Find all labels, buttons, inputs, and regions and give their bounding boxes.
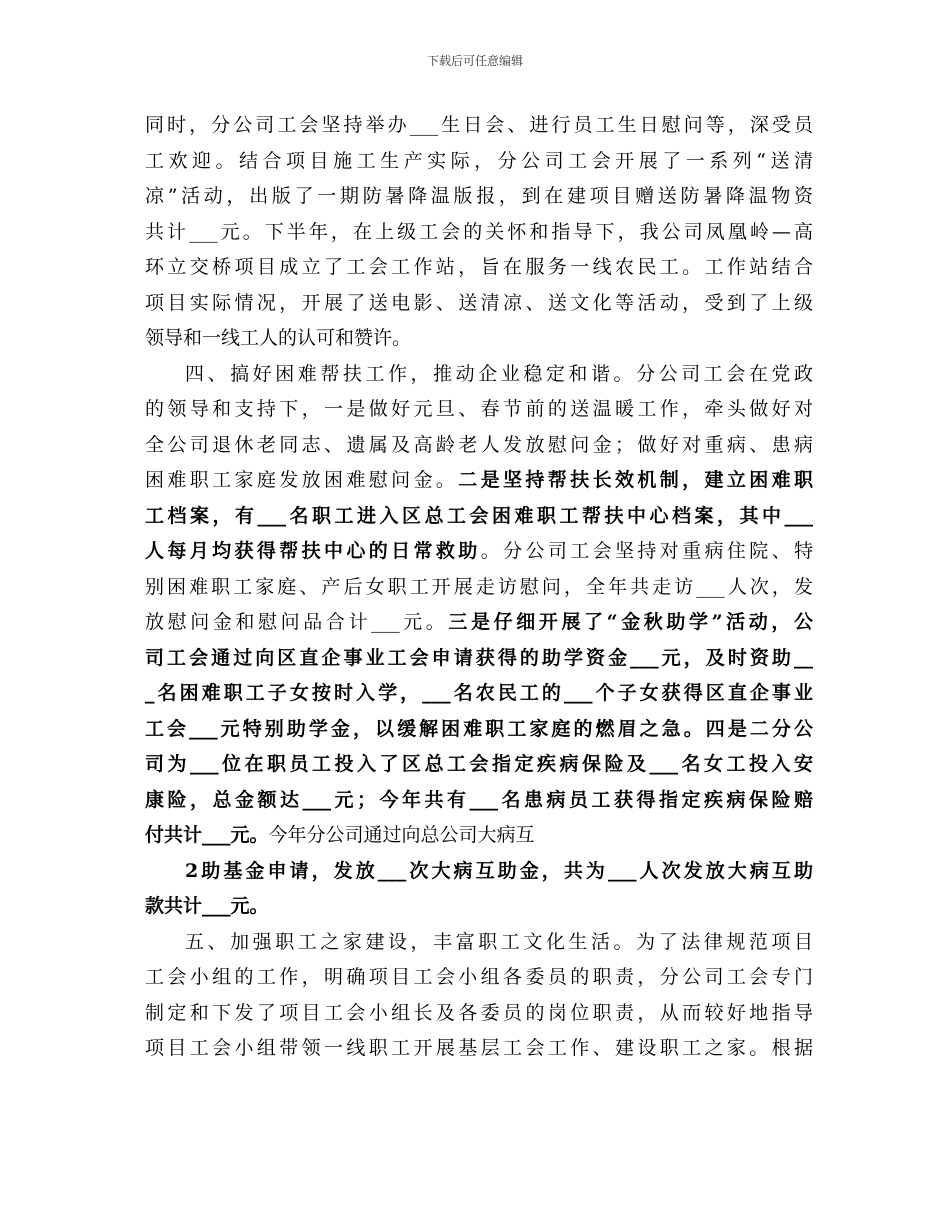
bold-text-segment: 人每月均获得帮扶中心的日常救助 (145, 540, 481, 562)
text-line (145, 321, 813, 357)
text-segment: 五、加强职工之家建设，丰富职工文化生活。为了法律规范项目 (185, 930, 813, 953)
text-segment: 凉”活动，出版了一期防暑降温版报，到在建项目赠送防暑降温物资 (145, 185, 813, 207)
text-segment: 全公司退休老同志、遗属及高龄老人发放慰问金；做好对重病、患病 (145, 433, 813, 456)
text-line (145, 250, 813, 286)
bold-text-segment: _名困难职工子女按时入学，___名农民工的___个子女获得区直企事业 (145, 682, 813, 704)
text-segment: 共计___元。下半年，在上级工会的关怀和指导下，我公司凤凰岭—高 (145, 220, 813, 243)
text-segment: 。分公司工会坚持对重病住院、特 (480, 540, 813, 562)
text-line (145, 286, 813, 322)
text-line (145, 818, 813, 854)
bold-text-segment: 款共计___元。 (145, 895, 269, 917)
bold-text-segment: 康险，总金额达___元；今年共有___名患病员工获得指定疾病保险赔 (145, 788, 813, 811)
text-line (145, 641, 813, 677)
text-segment: 的领导和支持下，一是做好元旦、春节前的送温暖工作，牵头做好对 (145, 398, 813, 420)
text-line (145, 889, 813, 925)
text-line (145, 854, 813, 890)
text-line (145, 144, 813, 180)
bold-text-segment: 工档案，有___名职工进入区总工会困难职工帮扶中心档案，其中___ (145, 504, 813, 527)
bold-text-segment: 工会___元特别助学金，以缓解困难职工家庭的燃眉之急。四是二分公 (145, 717, 813, 740)
text-line (145, 463, 813, 499)
text-line (145, 428, 813, 464)
text-segment: 工会小组的工作，明确项目工会小组各委员的职责，分公司工会专门 (145, 966, 813, 988)
bold-text-segment: 三是仔细开展了“金秋助学”活动，公 (448, 611, 813, 633)
text-line (145, 747, 813, 783)
bold-text-segment: 二是坚持帮扶长效机制，建立困难职 (458, 469, 813, 491)
text-segment: 制定和下发了项目工会小组长及各委员的岗位职责，从而较好地指导 (145, 1001, 813, 1024)
text-segment: 环立交桥项目成立了工会工作站，旨在服务一线农民工。工作站结合 (145, 256, 813, 278)
bold-text-segment: 付共计___元。 (145, 824, 269, 846)
text-line (145, 499, 813, 535)
text-line (145, 392, 813, 428)
document-body (145, 108, 813, 1067)
text-segment: 项目实际情况，开展了送电影、送清凉、送文化等活动，受到了上级 (145, 291, 813, 314)
text-segment: 四、搞好困难帮扶工作，推动企业稳定和谐。分公司工会在党政 (185, 362, 813, 385)
text-segment: 放慰问金和慰问品合计___元。 (145, 611, 449, 633)
text-line (145, 712, 813, 748)
bold-text-segment: 2助基金申请，发放___次大病互助金，共为___人次发放大病互助 (185, 859, 813, 882)
text-line (145, 960, 813, 996)
text-line (145, 676, 813, 712)
bold-text-segment: 司为___位在职员工投入了区总工会指定疾病保险及___名女工投入安 (145, 753, 813, 775)
bold-text-segment: 司工会通过向区直企事业工会申请获得的助学资金___元，及时资助__ (145, 646, 813, 669)
text-segment: 工欢迎。结合项目施工生产实际，分公司工会开展了一系列“送清 (145, 149, 813, 172)
text-line (145, 925, 813, 961)
text-line (145, 179, 813, 215)
text-line (145, 1031, 813, 1067)
text-segment: 今年分公司通过向总公司大病互 (268, 824, 535, 846)
text-segment: 同时，分公司工会坚持举办___生日会、进行员工生日慰问等，深受员 (145, 114, 813, 136)
text-line (145, 534, 813, 570)
text-segment: 别困难职工家庭、产后女职工开展走访慰问，全年共走访___人次，发 (145, 575, 813, 598)
text-segment: 领导和一线工人的认可和赞许。 (145, 327, 412, 349)
text-line (145, 357, 813, 393)
text-line (145, 215, 813, 251)
text-line (145, 996, 813, 1032)
text-line (145, 605, 813, 641)
page-header: 下载后可任意编辑 (426, 54, 523, 68)
text-segment: 困难职工家庭发放困难慰问金。 (145, 469, 459, 491)
text-line (145, 783, 813, 819)
text-line (145, 570, 813, 606)
text-line (145, 108, 813, 144)
text-segment: 项目工会小组带领一线职工开展基层工会工作、建设职工之家。根据 (145, 1037, 813, 1059)
